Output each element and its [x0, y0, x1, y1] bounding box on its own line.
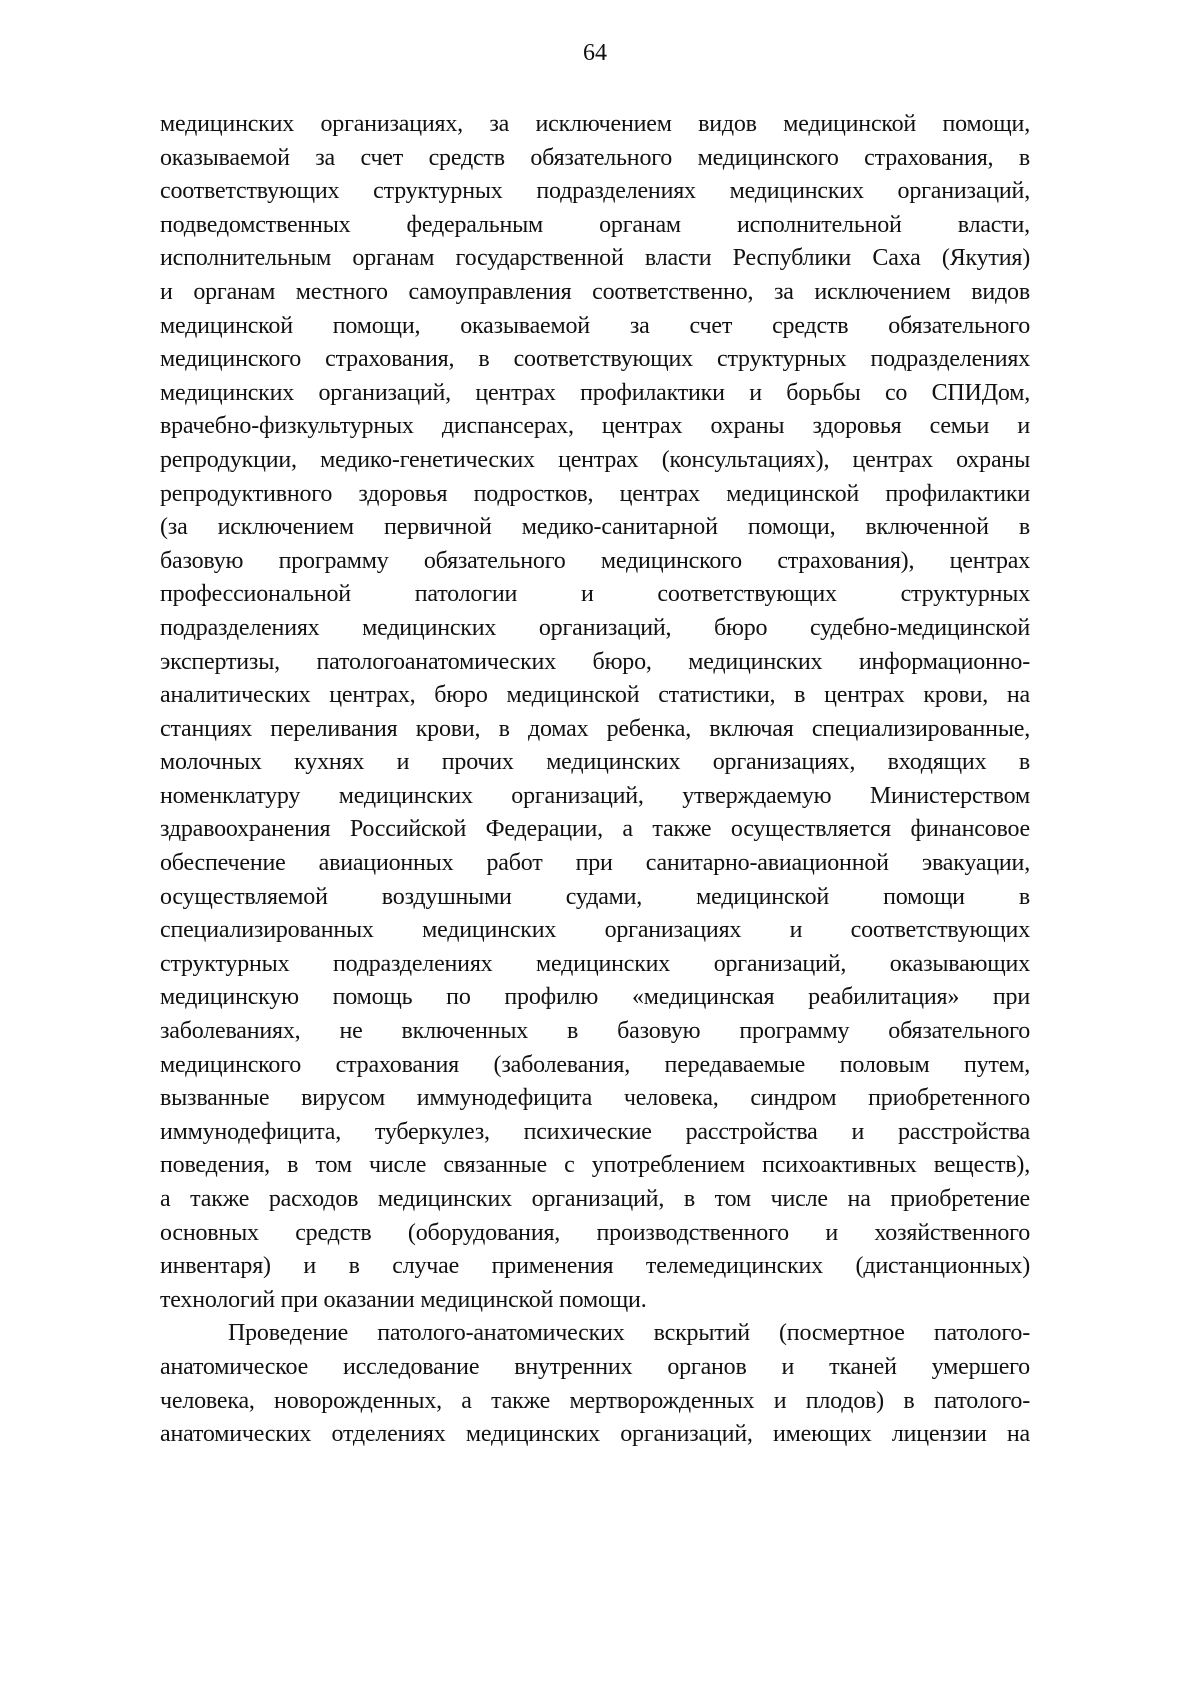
text-line: репродукции, медико-генетических центрах (консультациях), центрах охраны: [160, 446, 1030, 473]
text-line: профессиональной патологии и соответствующих структурных: [160, 581, 1030, 608]
text-line: медицинских организаций, центрах профилактики и борьбы со СПИДом,: [160, 379, 1030, 406]
text-line: (за исключением первичной медико-санитарной помощи, включенной в: [160, 514, 1030, 541]
text-line: и органам местного самоуправления соответственно, за исключением видов: [160, 278, 1030, 305]
text-line: медицинских организациях, за исключением видов медицинской помощи,: [160, 111, 1030, 137]
text-line: Проведение патолого-анатомических вскрытий (посмертное патолого-: [228, 1320, 1030, 1347]
text-line: подведомственных федеральным органам исполнительной власти,: [160, 211, 1030, 238]
text-line: здравоохранения Российской Федерации, а также осуществляется финансовое: [160, 816, 1030, 843]
paragraph: [160, 108, 1030, 1317]
text-line: человека, новорожденных, а также мертворожденных и плодов) в патолого-: [160, 1387, 1030, 1414]
text-line: анатомическое исследование внутренних органов и тканей умершего: [160, 1353, 1030, 1380]
text-line: специализированных медицинских организациях и соответствующих: [160, 917, 1030, 944]
text-line: станциях переливания крови, в домах ребенка, включая специализированные,: [160, 715, 1030, 742]
text-line: аналитических центрах, бюро медицинской статистики, в центрах крови, на: [160, 682, 1030, 709]
text-line: экспертизы, патологоанатомических бюро, медицинских информационно-: [160, 648, 1030, 675]
page-number: 64: [583, 40, 607, 66]
text-line: медицинского страхования (заболевания, передаваемые половым путем,: [160, 1051, 1030, 1078]
text-line: структурных подразделениях медицинских организаций, оказывающих: [160, 950, 1030, 977]
text-line: основных средств (оборудования, производственного и хозяйственного: [160, 1219, 1030, 1246]
document-body: [160, 108, 1030, 1452]
text-line: медицинской помощи, оказываемой за счет средств обязательного: [160, 312, 1030, 339]
text-line: медицинскую помощь по профилю «медицинская реабилитация» при: [160, 984, 1030, 1011]
text-line: поведения, в том числе связанные с употреблением психоактивных веществ),: [160, 1152, 1030, 1179]
text-line: соответствующих структурных подразделениях медицинских организаций,: [160, 178, 1030, 205]
text-line: обеспечение авиационных работ при санитарно-авиационной эвакуации,: [160, 850, 1030, 877]
text-line: осуществляемой воздушными судами, медицинской помощи в: [160, 883, 1030, 910]
text-line: оказываемой за счет средств обязательного медицинского страхования, в: [160, 144, 1030, 171]
text-line: технологий при оказании медицинской помощи.: [160, 1286, 647, 1313]
text-line: медицинского страхования, в соответствующих структурных подразделениях: [160, 346, 1030, 373]
text-line: репродуктивного здоровья подростков, центрах медицинской профилактики: [160, 480, 1030, 507]
text-line: анатомических отделениях медицинских организаций, имеющих лицензии на: [160, 1421, 1030, 1448]
text-line: вызванные вирусом иммунодефицита человека, синдром приобретенного: [160, 1085, 1030, 1112]
text-line: иммунодефицита, туберкулез, психические расстройства и расстройства: [160, 1118, 1030, 1145]
text-line: базовую программу обязательного медицинского страхования), центрах: [160, 547, 1030, 574]
paragraph: [160, 1317, 1030, 1451]
text-line: врачебно-физкультурных диспансерах, центрах охраны здоровья семьи и: [160, 413, 1030, 440]
text-line: подразделениях медицинских организаций, бюро судебно-медицинской: [160, 614, 1030, 641]
text-line: заболеваниях, не включенных в базовую программу обязательного: [160, 1018, 1030, 1045]
text-line: номенклатуру медицинских организаций, утверждаемую Министерством: [160, 782, 1030, 809]
text-line: молочных кухнях и прочих медицинских организациях, входящих в: [160, 749, 1030, 776]
text-line: исполнительным органам государственной власти Республики Саха (Якутия): [160, 245, 1030, 272]
text-line: а также расходов медицинских организаций, в том числе на приобретение: [160, 1186, 1030, 1212]
text-line: инвентаря) и в случае применения телемедицинских (дистанционных): [160, 1253, 1030, 1280]
